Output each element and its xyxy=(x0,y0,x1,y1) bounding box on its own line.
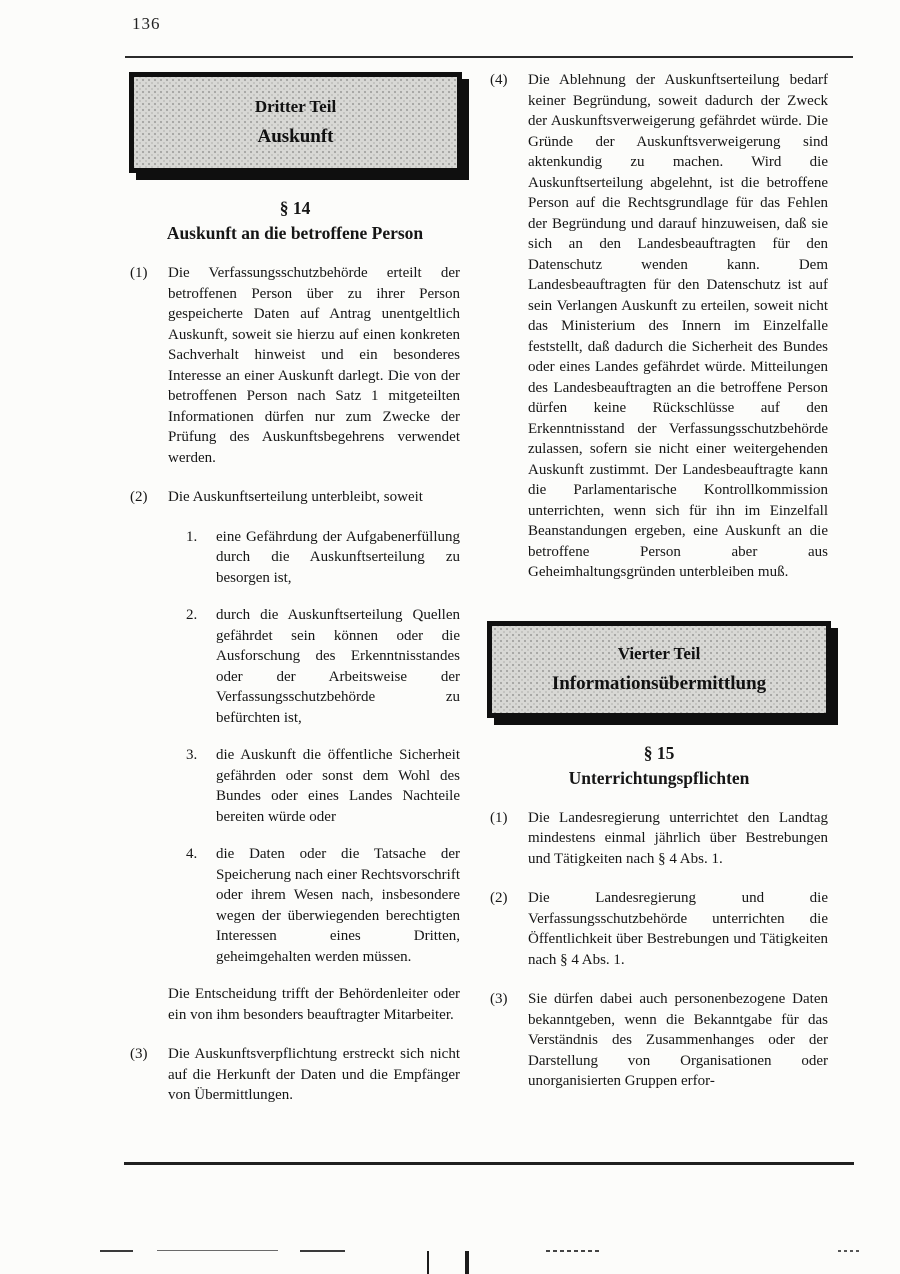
page-number: 136 xyxy=(132,14,161,33)
paragraph-text: Die Landesregierung unterrichtet den Landtag mindestens einmal jährlich über Bestrebungen und Tätigkeiten nach § 4 Abs. 1. xyxy=(528,809,828,867)
list-item-number: 1. xyxy=(186,528,198,545)
list-item-number: 2. xyxy=(186,607,198,623)
paragraph-14-4 xyxy=(490,70,828,583)
cut-mark xyxy=(838,1250,862,1252)
closing-sentence: Die Entscheidung trifft der Behördenleiter oder ein von ihm besonders beauftragter Mitarbeiter. xyxy=(168,986,460,1023)
section-title: Unterrichtungspflichten xyxy=(568,767,750,788)
cut-mark xyxy=(546,1250,600,1252)
section-14-heading xyxy=(130,198,460,244)
paragraph-14-2 xyxy=(130,487,460,508)
bottom-rule xyxy=(124,1162,854,1165)
cut-mark xyxy=(300,1250,345,1252)
paragraph-15-3 xyxy=(490,989,828,1092)
numbered-list xyxy=(186,527,460,968)
section-15-heading xyxy=(490,743,828,789)
left-column xyxy=(130,72,460,1125)
list-item-text: die Auskunft die öffentliche Sicherheit gefährden oder sonst dem Wohl des Bundes oder eines Landes Nachteile bereiten würde oder xyxy=(216,747,460,825)
section-number: § 15 xyxy=(643,742,675,763)
paragraph-14-1 xyxy=(130,263,460,468)
paragraph-text: Die Ablehnung der Auskunftserteilung bedarf keiner Begründung, soweit dadurch der Zweck der Auskunftsverweigerung gefährdet würde. Die Gründe der Auskunftsverweigerung sind aktenkundig zu machen. Wird die Auskunftserteilung abgelehnt, ist die betroffene Person auf die Rechtsgrundlage für das Fehlen der Begründung und darauf hinzuweisen, daß sie sich an den Landesbeauftragten für den Datenschutz wenden kann. Dem Landesbeauftragten für den Datenschutz ist auf sein Verlangen Auskunft zu erteilen, soweit nicht das Ministerium des Innern im Einzelfalle feststellt, daß dadurch die Sicherheit des Bundes oder eines Landes gefährdet würde. Mitteilungen des Landesbeauftragten an die betroffene Person dürfen keine Rückschlüsse auf den Erkenntnisstand der Verfassungsschutzbehörde zulassen, sofern sie nicht einer weitergehenden Auskunft zustimmt. Der Landesbeauftragte kann die Parlamentarische Kontrollkommission unterrichten, wenn sich für ihn im Einzelfall Beanstandungen ergeben, eine Auskunft an die betroffene Person aber aus Geheimhaltungsgründen unterbleiben muß. xyxy=(528,72,828,580)
part-kicker: Vierter Teil xyxy=(617,643,701,663)
paragraph-text: Die Auskunftserteilung unterbleibt, soweit xyxy=(168,489,423,505)
paragraph-14-3 xyxy=(130,1044,460,1106)
part-title: Auskunft xyxy=(257,126,334,147)
binding-tick-mark xyxy=(427,1251,429,1274)
list-item xyxy=(186,844,460,967)
paragraph-label: (2) xyxy=(130,489,148,505)
cut-mark xyxy=(100,1250,133,1252)
paragraph-text: Sie dürfen dabei auch personenbezogene Daten bekanntgeben, wenn die Bekanntgabe für das Verständnis des Zusammenhanges oder der Darstellung von Organisationen oder unorganisierten Gruppen erfor- xyxy=(528,991,828,1089)
paragraph-label: (1) xyxy=(130,265,148,281)
section-number: § 14 xyxy=(279,198,311,218)
list-item-number: 4. xyxy=(186,846,198,862)
binding-tick-mark xyxy=(465,1251,469,1274)
list-item-number: 3. xyxy=(186,747,198,763)
paragraph-text: Die Landesregierung und die Verfassungsschutzbehörde unterrichten die Öffentlichkeit über Bestrebungen und Tätigkeiten nach § 4 Abs. 1. xyxy=(528,890,828,968)
list-item-text: die Daten oder die Tatsache der Speicherung nach einer Rechtsvorschrift oder ihrem Wesen nach, insbesondere wegen der überwiegenden berechtigten Interessen eines Dritten, geheimgehalten werden müssen. xyxy=(216,846,460,965)
paragraph-label: (4) xyxy=(490,72,508,88)
paragraph-label: (1) xyxy=(490,809,508,826)
part-box-vierter-teil xyxy=(487,621,831,718)
list-item xyxy=(186,527,460,589)
part-title: Informationsübermittlung xyxy=(551,672,767,694)
list-item xyxy=(186,605,460,728)
right-column xyxy=(490,70,828,1111)
paragraph-15-1 xyxy=(490,808,828,870)
paragraph-15-2 xyxy=(490,888,828,970)
paragraph-label: (2) xyxy=(490,890,508,906)
paragraph-label: (3) xyxy=(490,991,508,1007)
paragraph-text: Die Auskunftsverpflichtung erstreckt sich nicht auf die Herkunft der Daten und die Empfänger von Übermittlungen. xyxy=(168,1046,460,1103)
cut-mark xyxy=(157,1250,278,1251)
list-item-text: eine Gefährdung der Aufgabenerfüllung durch die Auskunftserteilung zu besorgen ist, xyxy=(216,528,460,586)
paragraph-label: (3) xyxy=(130,1046,148,1062)
section-title: Auskunft an die betroffene Person xyxy=(166,223,424,243)
list-item-text: durch die Auskunftserteilung Quellen gefährdet sein können oder die Ausforschung des Erkenntnisstandes oder der Arbeitsweise der Verfassungsschutzbehörde zu befürchten ist, xyxy=(216,607,460,726)
paragraph-text: Die Verfassungsschutzbehörde erteilt der betroffenen Person über zu ihrer Person gespeicherte Daten auf Antrag unentgeltlich Auskunft, soweit sie hierzu auf einen konkreten Sachverhalt hinweist und ein besonderes Interesse an einer Auskunft darlegt. Die von der betroffenen Person nach Satz 1 mitgeteilten Informationen dürfen nur zum Zwecke der Prüfung des Auskunftsbegehrens verwendet werden. xyxy=(168,265,460,466)
part-box-dritter-teil xyxy=(129,72,462,173)
top-rule xyxy=(125,56,853,58)
part-kicker: Dritter Teil xyxy=(254,97,337,116)
list-item xyxy=(186,745,460,827)
